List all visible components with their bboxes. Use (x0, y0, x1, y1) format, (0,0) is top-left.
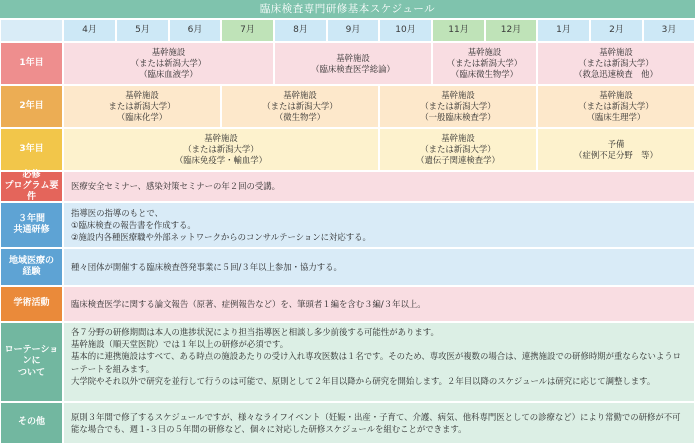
month-header-jun: 6月 (169, 19, 221, 42)
year2-label: 2年目 (0, 85, 63, 128)
month-header-mar: 3月 (643, 19, 695, 42)
month-header-dec: 12月 (485, 19, 537, 42)
month-header-feb: 2月 (590, 19, 643, 42)
required-program-label: 必修 プログラム要件 (0, 171, 63, 202)
month-header-may: 5月 (116, 19, 169, 42)
year1-block-microbiology: 基幹施設 （または新潟大学） （臨床微生物学） (432, 42, 537, 85)
joint-training-text: 指導医の指導のもとで、 ①臨床検査の報告書を作成する。 ②施設内各種医療職や外部ネットワークからのコンサルテーションに対応する。 (63, 202, 695, 248)
month-header-nov: 11月 (432, 19, 485, 42)
year3-block-genetics: 基幹施設 （または新潟大学） （遺伝子関連検査学） (379, 128, 537, 171)
year3-label: 3年目 (0, 128, 63, 171)
month-header-oct: 10月 (379, 19, 432, 42)
year2-block-general-lab: 基幹施設 （または新潟大学） （一般臨床検査学） (379, 85, 537, 128)
academic-activity-label: 学術活動 (0, 286, 63, 322)
other-text: 原則３年間で修了するスケジュールですが、様々なライフイベント（妊娠・出産・子育て、介護、病気、他科専門医としての診療など）により常勤での研修が不可能な場合でも、週１-３日の５年間の研修など、個々に対応した研修スケジュールを組むことができます。 (63, 402, 695, 444)
regional-medicine-text: 種々団体が開催する臨床検査啓発事業に５回/３年以上参加・協力する。 (63, 248, 695, 286)
year2-block-microbiology: 基幹施設 （または新潟大学） （微生物学） (221, 85, 379, 128)
year2-block-physiology: 基幹施設 （または新潟大学） （臨床生理学） (537, 85, 695, 128)
joint-training-label: ３年間 共通研修 (0, 202, 63, 248)
year3-block-immunology: 基幹施設 （または新潟大学） （臨床免疫学・輸血学） (63, 128, 379, 171)
year3-block-reserve: 予備 （症例不足分野 等） (537, 128, 695, 171)
year1-block-emergency: 基幹施設 （または新潟大学） （救急迅速検査 他） (537, 42, 695, 85)
regional-medicine-label: 地域医療の 経験 (0, 248, 63, 286)
required-program-text: 医療安全セミナー、感染対策セミナーの年２回の受講。 (63, 171, 695, 202)
month-header-apr: 4月 (63, 19, 116, 42)
month-header-jan: 1月 (537, 19, 590, 42)
year1-block-general: 基幹施設 （臨床検査医学総論） (274, 42, 432, 85)
header-corner (0, 19, 63, 42)
month-header-jul: 7月 (221, 19, 274, 42)
year2-block-chemistry: 基幹施設 または新潟大学） （臨床化学） (63, 85, 221, 128)
rotation-text: 各７分野の研修期間は本人の進捗状況により担当指導医と相談し多少前後する可能性があります。 基幹施設（順天堂医院）では１年以上の研修が必須です。 基本的に連携施設はすべて、ある時点の施設あたりの受け入れ専攻医数は１名です。そのため、専攻医が複数の場合は、連携施設での研修時期が重ならないようローテートを組みます。 大学院やそれ以外で研究を並行して行うのは可能で、原則として２年目以降から研究を開始します。２年目以降のスケジュールは研究に応じて調整します。 (63, 322, 695, 402)
year1-label: 1年目 (0, 42, 63, 85)
other-label: その他 (0, 402, 63, 444)
page-title: 臨床検査専門研修基本スケジュール (0, 0, 695, 18)
month-header-aug: 8月 (274, 19, 327, 42)
month-header-sep: 9月 (327, 19, 379, 42)
academic-activity-text: 臨床検査医学に関する論文報告（原著、症例報告など）を、筆頭者１編を含む３編/３年以上。 (63, 286, 695, 322)
rotation-label: ローテーションに ついて (0, 322, 63, 402)
year1-block-hematology: 基幹施設 （または新潟大学） （臨床血液学） (63, 42, 274, 85)
